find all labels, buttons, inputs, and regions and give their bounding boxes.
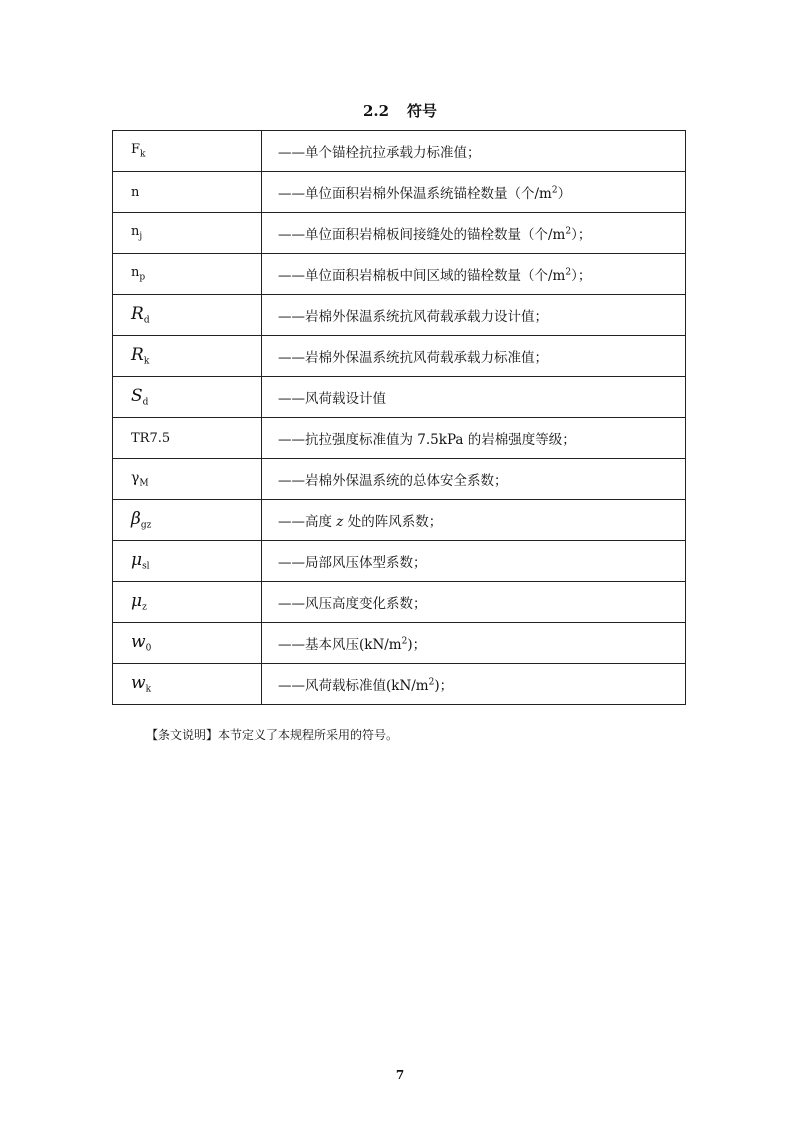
table-row xyxy=(113,418,686,459)
symbol-cell: $S_d$ xyxy=(113,377,262,418)
section-title: 符号 xyxy=(407,102,438,120)
symbol-cell: $\mu_z$ xyxy=(113,582,262,623)
symbol-cell: $w_0$ xyxy=(113,623,262,664)
description-cell: ——抗拉强度标准值为 7.5kPa 的岩棉强度等级； xyxy=(262,418,686,459)
section-heading xyxy=(0,100,800,121)
table-row xyxy=(113,541,686,582)
table-row xyxy=(113,336,686,377)
symbol-cell: $R_k$ xyxy=(113,336,262,377)
symbol-cell: $n_j$ xyxy=(113,213,262,254)
description-cell: ——单个锚栓抗拉承载力标准值； xyxy=(262,131,686,172)
table-row xyxy=(113,377,686,418)
table-row xyxy=(113,213,686,254)
description-cell: ——单位面积岩棉板中间区域的锚栓数量（个$/m^2$）； xyxy=(262,254,686,295)
symbol-cell: $R_d$ xyxy=(113,295,262,336)
table-row xyxy=(113,459,686,500)
description-cell: ——岩棉外保温系统抗风荷载承载力设计值； xyxy=(262,295,686,336)
table-row xyxy=(113,131,686,172)
clause-note: 【条文说明】本节定义了本规程所采用的符号。 xyxy=(146,728,399,742)
description-cell: ——单位面积岩棉板间接缝处的锚栓数量（个$/m^2$）； xyxy=(262,213,686,254)
section-number: 2.2 xyxy=(362,102,390,120)
symbol-cell: $w_k$ xyxy=(113,664,262,705)
description-cell: ——风荷载标准值$(kN/m^2)$； xyxy=(262,664,686,705)
page-number: 7 xyxy=(395,1068,405,1082)
table-row xyxy=(113,254,686,295)
table-row xyxy=(113,664,686,705)
description-cell: ——局部风压体型系数； xyxy=(262,541,686,582)
table-row xyxy=(113,623,686,664)
table-row xyxy=(113,172,686,213)
symbol-table xyxy=(112,130,686,705)
description-cell: ——风压高度变化系数； xyxy=(262,582,686,623)
symbol-cell: $F_k$ xyxy=(113,131,262,172)
table-row xyxy=(113,582,686,623)
table-row xyxy=(113,295,686,336)
description-cell: ——岩棉外保温系统的总体安全系数； xyxy=(262,459,686,500)
symbol-cell: $\gamma_M$ xyxy=(113,459,262,500)
description-cell: ——单位面积岩棉外保温系统锚栓数量（个$/m^2$） xyxy=(262,172,686,213)
table-row xyxy=(113,500,686,541)
description-cell: ——基本风压$(kN/m^2)$； xyxy=(262,623,686,664)
description-cell: ——岩棉外保温系统抗风荷载承载力标准值； xyxy=(262,336,686,377)
symbol-cell: $\beta_{gz}$ xyxy=(113,500,262,541)
symbol-cell: TR7.5 xyxy=(113,418,262,459)
description-cell: ——风荷载设计值 xyxy=(262,377,686,418)
symbol-cell: $n_p$ xyxy=(113,254,262,295)
symbol-cell: $\mu_{sl}$ xyxy=(113,541,262,582)
symbol-cell: n xyxy=(113,172,262,213)
description-cell: ——高度 z 处的阵风系数； xyxy=(262,500,686,541)
